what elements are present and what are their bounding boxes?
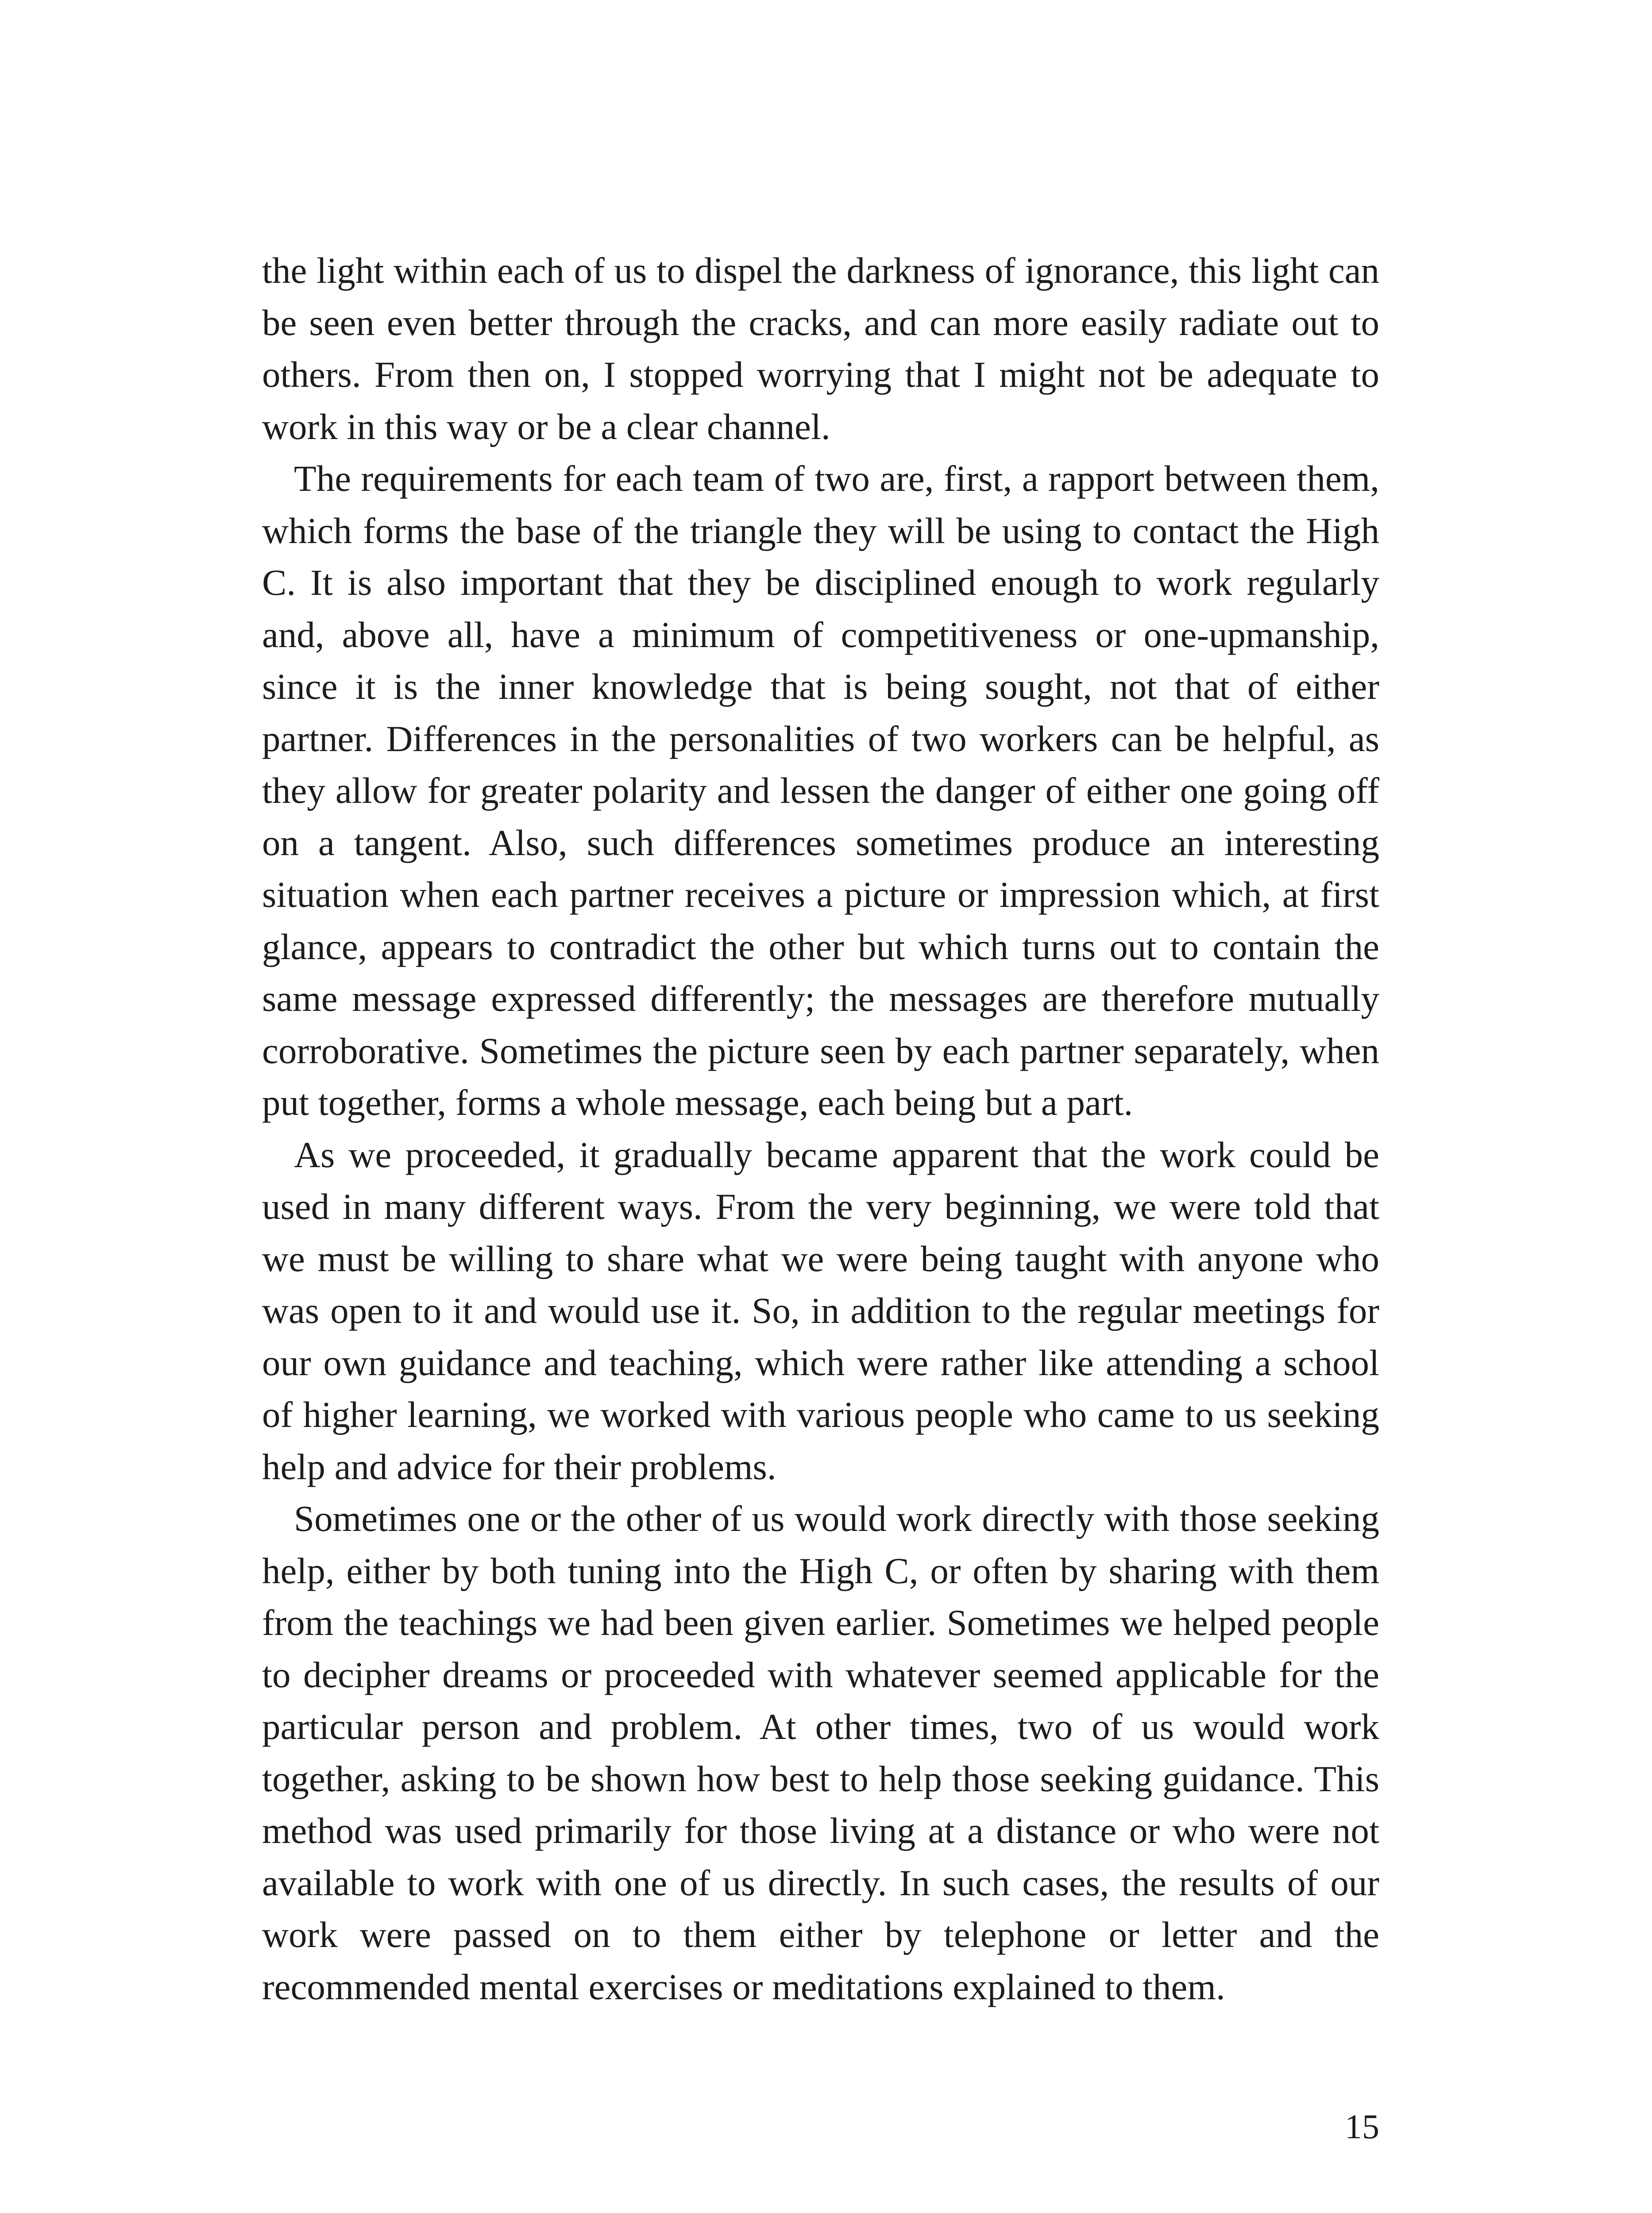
page-number: 15 [1345, 2107, 1379, 2146]
paragraph-requirements: The requirements for each team of two are, first, a rapport between them, which forms the base of the triangle they will be using to contact the High C. It is also important that they be disciplined enough to work regularly and, above all, have a minimum of competitiveness or one-upmanship, since it is the inner knowledge that is being sought, not that of either partner. Differences in the personalities of two workers can be helpful, as they allow for greater polarity and lessen the danger of either one going off on a tangent. Also, such differences sometimes produce an interesting situation when each partner receives a picture or impression which, at first glance, appears to contradict the other but which turns out to contain the same message expressed differently; the messages are therefore mutually corroborative. Sometimes the picture seen by each partner separately, when put together, forms a whole message, each being but a part. [262, 458, 1379, 1123]
paragraph-proceeded: As we proceeded, it gradually became apparent that the work could be used in many different ways. From the very beginning, we were told that we must be willing to share what we were being taught with anyone who was open to it and would use it. So, in addition to the regular meetings for our own guidance and teaching, which were rather like attending a school of higher learning, we worked with various people who came to us seeking help and advice for their problems. [262, 1134, 1379, 1487]
paragraph-sometimes: Sometimes one or the other of us would work directly with those seeking help, either by both tuning into the High C, or often by sharing with them from the teachings we had been given earlier. Sometimes we helped people to decipher dreams or proceeded with whatever seemed applicable for the particular person and problem. At other times, two of us would work together, asking to be shown how best to help those seeking guidance. This method was used primarily for those living at a distance or who were not available to work with one of us directly. In such cases, the results of our work were passed on to them either by telephone or letter and the recommended mental exercises or meditations explained to them. [262, 1498, 1379, 2007]
body-text [262, 245, 1379, 2013]
paragraph-continuation: the light within each of us to dispel the darkness of ignorance, this light can be seen even better through the cracks, and can more easily radiate out to others. From then on, I stopped worrying that I might not be adequate to work in this way or be a clear channel. [262, 250, 1379, 447]
